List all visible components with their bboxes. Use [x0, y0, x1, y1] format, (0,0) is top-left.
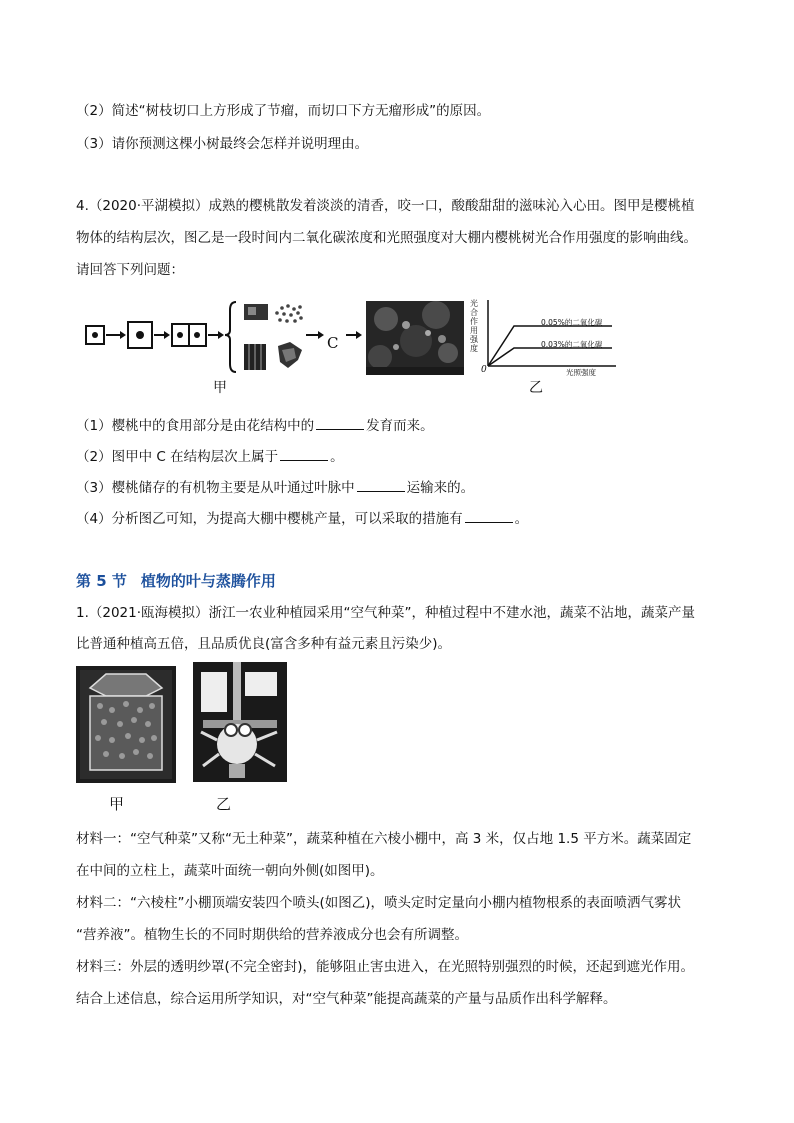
chart-series-003: [488, 348, 612, 366]
material2-line1: 材料二：“六棱柱”小棚顶端安装四个喷头(如图乙)，喷头定时定量向小棚内植物根系的表面喷洒气雾状: [76, 895, 682, 911]
chart-x-axis-label: 光照强度: [566, 368, 596, 377]
q51-intro-line1: 1.（2021·瓯海模拟）浙江一农业种植园采用“空气种菜”，种植过程中不建水池，蔬菜不沾地，蔬菜产量: [76, 605, 696, 621]
q4-intro-line2: 物体的结构层次，图乙是一段时间内二氧化碳浓度和光照强度对大棚内樱桃树光合作用强度的影响曲线。: [76, 230, 697, 246]
chart-y-axis-label: 光合作用强度: [470, 299, 478, 353]
material1-line1: 材料一：“空气种菜”又称“无土种菜”，蔬菜种植在六棱小棚中，高 3 米，仅占地 1.5 平方米。蔬菜固定: [76, 831, 692, 847]
q4-sub2: （2）图甲中 C 在结构层次上属于 。: [76, 446, 344, 467]
figure-jia-greenhouse-photo: [76, 666, 176, 783]
material2-line2: “营养液”。植物生长的不同时期供给的营养液成分也会有所调整。: [76, 927, 468, 943]
figure-yi-sprayer-photo: [193, 662, 287, 782]
figure-yi-chart: [470, 296, 620, 378]
answer-blank[interactable]: [316, 415, 364, 430]
figure-jia-label-c: C: [327, 334, 339, 352]
chart-series1-label: 0.05%的二氧化碳: [541, 318, 603, 327]
figure-jia-caption: 甲: [213, 380, 227, 396]
section-title: 植物的叶与蒸腾作用: [140, 572, 276, 590]
q4-sub3: （3）樱桃储存的有机物主要是从叶通过叶脉中 运输来的。: [76, 477, 474, 498]
answer-blank[interactable]: [280, 446, 328, 461]
figure-yi-caption: 乙: [529, 380, 543, 396]
q4-intro-line1: 4.（2020·平湖模拟）成熟的樱桃散发着淡淡的清香，咬一口，酸酸甜甜的滋味沁入心田。图甲是樱桃植: [76, 198, 695, 214]
section-number: 第 5 节: [76, 572, 127, 590]
q4-sub1: （1）樱桃中的食用部分是由花结构中的 发育而来。: [76, 415, 434, 436]
figure-jia-structure-hierarchy: [84, 298, 364, 378]
chart-series2-label: 0.03%的二氧化碳: [541, 340, 603, 349]
answer-blank[interactable]: [357, 477, 405, 492]
chart-origin-label: 0: [481, 365, 487, 375]
q4-intro-line3: 请回答下列问题：: [76, 262, 184, 278]
section-heading: [76, 570, 276, 591]
figure-jia-greenhouse-caption: 甲: [109, 795, 125, 813]
figure-yi-sprayer-caption: 乙: [216, 795, 232, 813]
q4-sub4: （4）分析图乙可知，为提高大棚中樱桃产量，可以采取的措施有 。: [76, 508, 528, 529]
q3-sub3: （3）请你预测这棵小树最终会怎样并说明理由。: [76, 136, 369, 152]
answer-blank[interactable]: [465, 508, 513, 523]
cherry-tree-photo: [366, 301, 464, 375]
q51-intro-line2: 比普通种植高五倍，且品质优良(富含多种有益元素且污染少)。: [76, 636, 452, 652]
material1-line2: 在中间的立柱上，蔬菜叶面统一朝向外侧(如图甲)。: [76, 863, 384, 879]
material3-line1: 材料三：外层的透明纱罩(不完全密封)，能够阻止害虫进入，在光照特别强烈的时候，还起到遮光作用。: [76, 959, 695, 975]
q3-sub2: （2）简述“树枝切口上方形成了节瘤，而切口下方无瘤形成”的原因。: [76, 103, 491, 119]
material3-line2: 结合上述信息，综合运用所学知识，对“空气种菜”能提高蔬菜的产量与品质作出科学解释。: [76, 991, 617, 1007]
